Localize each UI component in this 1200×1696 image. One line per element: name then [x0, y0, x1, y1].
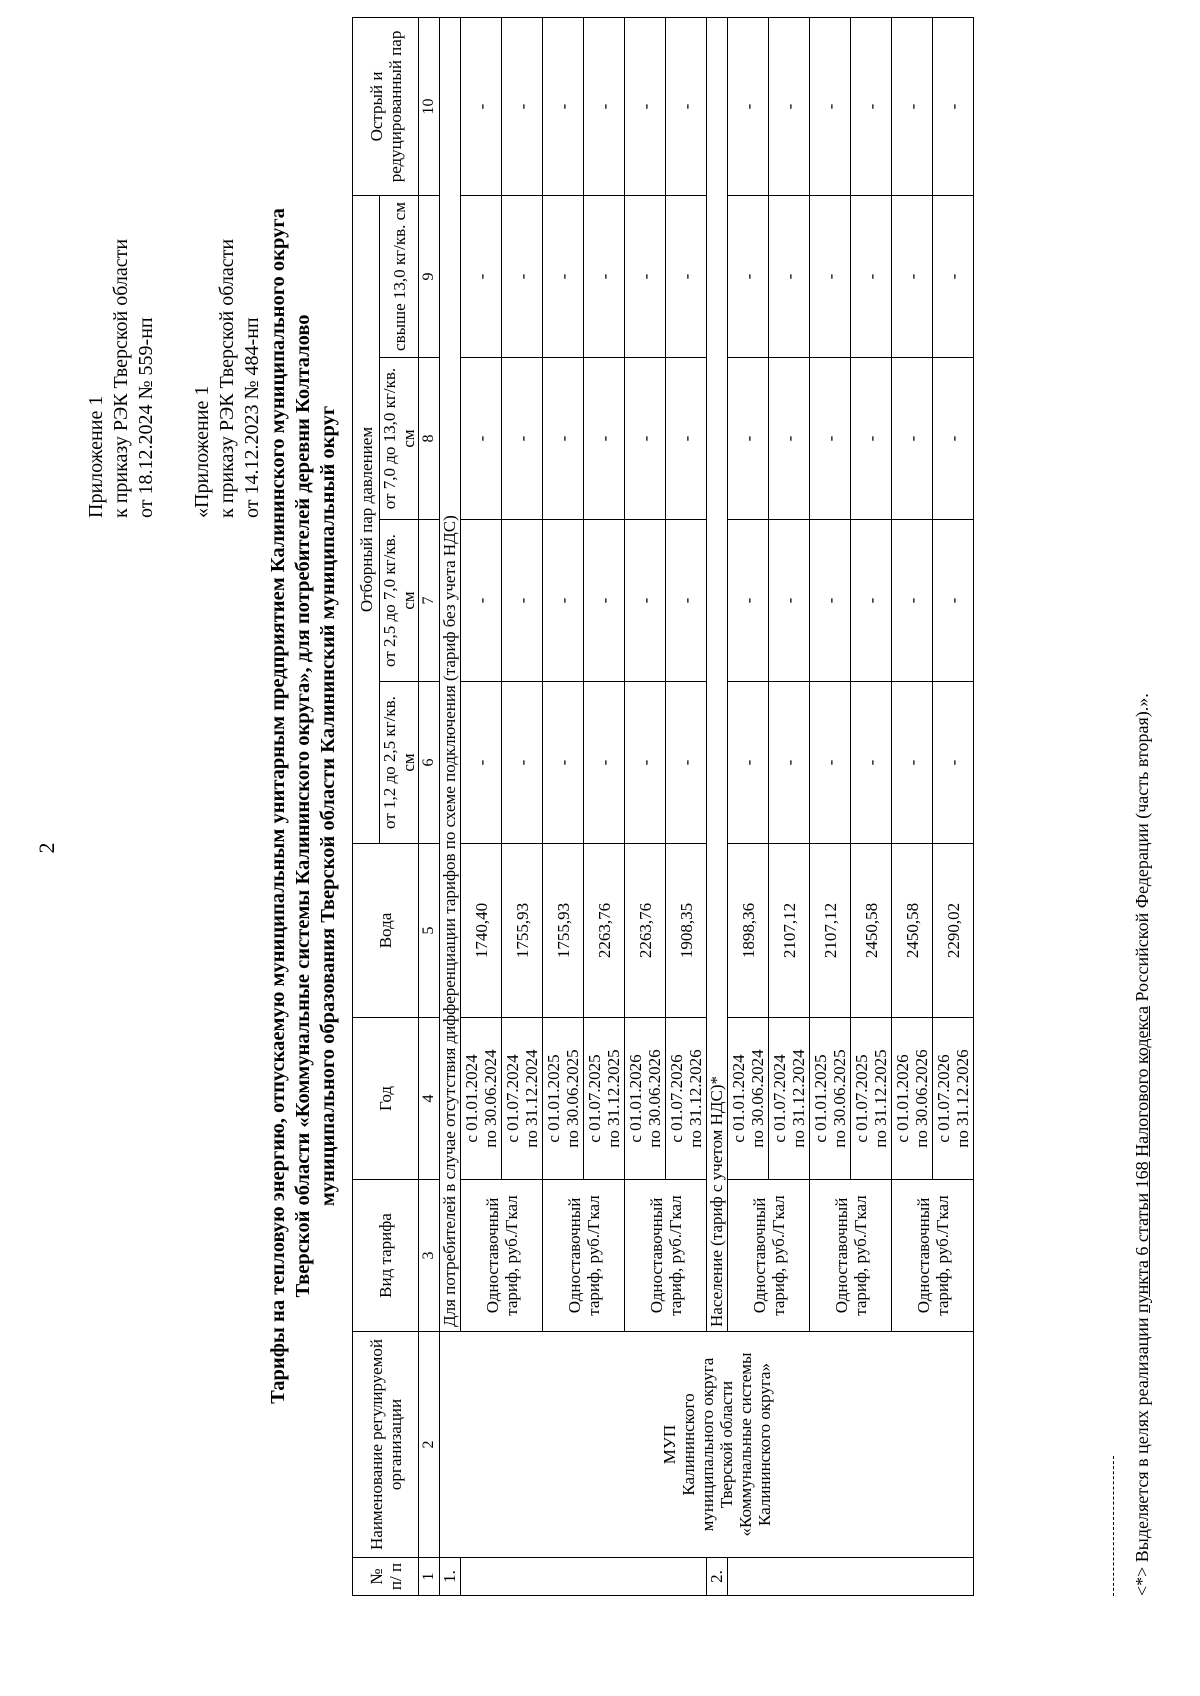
dash-cell: -	[666, 358, 707, 520]
period-to: по 30.06.2025	[830, 1049, 849, 1148]
period-to: по 31.12.2024	[522, 1049, 541, 1148]
dash-cell: -	[933, 682, 974, 844]
org-line: МУП	[659, 1424, 679, 1465]
dash-cell: -	[810, 682, 851, 844]
header-num: № п/ п	[353, 1558, 419, 1596]
header-steam-group: Отборный пар давлением	[353, 195, 380, 843]
period-to: по 30.06.2026	[645, 1049, 664, 1148]
dash-cell: -	[892, 520, 933, 682]
dash-cell: -	[543, 17, 584, 195]
num-cell-empty	[461, 1558, 707, 1596]
dash-cell: -	[728, 682, 769, 844]
period-cell	[502, 1018, 543, 1180]
column-number: 10	[419, 17, 440, 195]
period-cell	[666, 1018, 707, 1180]
dash-cell: -	[933, 17, 974, 195]
dash-cell: -	[810, 520, 851, 682]
dash-cell: -	[502, 358, 543, 520]
dash-cell: -	[810, 358, 851, 520]
dash-cell: -	[625, 17, 666, 195]
document-title	[266, 16, 341, 1596]
dash-cell: -	[728, 17, 769, 195]
water-value: 1908,35	[666, 844, 707, 1018]
title-line: Тверской области «Коммунальные системы Калининского округа», для потребителей деревни Колталово	[292, 314, 314, 1298]
dash-cell: -	[461, 520, 502, 682]
column-number: 7	[419, 520, 440, 682]
dash-cell: -	[584, 682, 625, 844]
approval-line: к приказу РЭК Тверской области	[216, 238, 238, 518]
column-number: 3	[419, 1180, 440, 1332]
period-cell	[543, 1018, 584, 1180]
footnote-separator	[1113, 1456, 1114, 1596]
approval-line: от 14.12.2023 № 484-нп	[241, 317, 263, 518]
approval-line: к приказу РЭК Тверской области	[110, 238, 132, 518]
dash-cell: -	[502, 520, 543, 682]
dash-cell: -	[728, 195, 769, 357]
period-from: с 01.01.2024	[462, 1054, 481, 1143]
header-org: Наименование регулируемой организации	[353, 1332, 419, 1558]
dash-cell: -	[502, 17, 543, 195]
approval-line: Приложение 1	[85, 395, 107, 518]
tariff-type-cell: Одноставочный тариф, руб./Гкал	[892, 1180, 974, 1332]
tariff-table	[352, 17, 974, 1596]
water-value: 2290,02	[933, 844, 974, 1018]
period-to: по 31.12.2026	[686, 1049, 705, 1148]
org-line: «Коммунальные системы	[735, 1352, 755, 1537]
period-cell	[461, 1018, 502, 1180]
dash-cell: -	[810, 17, 851, 195]
period-from: с 01.01.2025	[811, 1054, 830, 1143]
dash-cell: -	[810, 195, 851, 357]
period-cell	[892, 1018, 933, 1180]
water-value: 1740,40	[461, 844, 502, 1018]
dash-cell: -	[666, 195, 707, 357]
period-from: с 01.01.2026	[626, 1054, 645, 1143]
dash-cell: -	[584, 358, 625, 520]
dash-cell: -	[933, 520, 974, 682]
dash-cell: -	[851, 682, 892, 844]
header-sharp-steam: Острый и редуцированный пар	[353, 17, 419, 195]
page-number: 2	[34, 842, 59, 854]
water-value: 2107,12	[810, 844, 851, 1018]
dash-cell: -	[769, 358, 810, 520]
period-to: по 30.06.2026	[912, 1049, 931, 1148]
footnote-link-tax-code[interactable]: Налогового кодекса	[1132, 1005, 1152, 1157]
table-row	[461, 17, 502, 1595]
period-cell	[728, 1018, 769, 1180]
approval-line: от 18.12.2024 № 559-нп	[135, 317, 157, 518]
period-to: по 31.12.2025	[604, 1049, 623, 1148]
dash-cell: -	[666, 682, 707, 844]
period-from: с 01.07.2025	[852, 1054, 871, 1143]
water-value: 2450,58	[892, 844, 933, 1018]
footnote-suffix: Российской Федерации (часть вторая).».	[1132, 693, 1152, 1006]
header-steam-4: свыше 13,0 кг/кв. см	[380, 195, 419, 357]
column-number: 1	[419, 1558, 440, 1596]
dash-cell: -	[851, 195, 892, 357]
dash-cell: -	[461, 195, 502, 357]
period-from: с 01.07.2024	[503, 1054, 522, 1143]
org-line: Калининского округа»	[754, 1363, 774, 1526]
approval-block-current	[84, 239, 159, 518]
period-to: по 31.12.2025	[871, 1049, 890, 1148]
period-from: с 01.07.2025	[585, 1054, 604, 1143]
footnote-space	[1132, 1157, 1152, 1162]
tariff-type-cell: Одноставочный тариф, руб./Гкал	[625, 1180, 707, 1332]
period-to: по 30.06.2024	[748, 1049, 767, 1148]
title-line: муниципального образования Тверской области Калининский муниципальный округ	[317, 405, 339, 1207]
water-value: 1755,93	[502, 844, 543, 1018]
water-value: 1898,36	[728, 844, 769, 1018]
header-steam-3: от 7,0 до 13,0 кг/кв. см	[380, 358, 419, 520]
period-from: с 01.07.2024	[770, 1054, 789, 1143]
header-steam-2: от 2,5 до 7,0 кг/кв. см	[380, 520, 419, 682]
water-value: 2450,58	[851, 844, 892, 1018]
dash-cell: -	[625, 358, 666, 520]
column-number: 9	[419, 195, 440, 357]
section-number: 2.	[707, 1558, 728, 1596]
water-value: 2107,12	[769, 844, 810, 1018]
org-line: Калининского	[678, 1393, 698, 1496]
title-line: Тарифы на тепловую энергию, отпускаемую муниципальным унитарным предприятием Калининского муниципального округа	[267, 208, 289, 1404]
period-from: с 01.01.2025	[544, 1054, 563, 1143]
period-cell	[625, 1018, 666, 1180]
dash-cell: -	[851, 520, 892, 682]
dash-cell: -	[625, 195, 666, 357]
num-cell-empty	[728, 1558, 974, 1596]
dash-cell: -	[892, 195, 933, 357]
dash-cell: -	[666, 520, 707, 682]
dash-cell: -	[892, 17, 933, 195]
dash-cell: -	[502, 195, 543, 357]
dash-cell: -	[543, 195, 584, 357]
dash-cell: -	[769, 520, 810, 682]
tariff-type-cell: Одноставочный тариф, руб./Гкал	[461, 1180, 543, 1332]
dash-cell: -	[502, 682, 543, 844]
dash-cell: -	[461, 17, 502, 195]
column-number: 6	[419, 682, 440, 844]
header-steam-1: от 1,2 до 2,5 кг/кв. см	[380, 682, 419, 844]
period-from: с 01.07.2026	[934, 1054, 953, 1143]
footnote	[1132, 693, 1153, 1596]
tariff-type-cell: Одноставочный тариф, руб./Гкал	[728, 1180, 810, 1332]
dash-cell: -	[851, 17, 892, 195]
period-to: по 30.06.2025	[563, 1049, 582, 1148]
column-number: 2	[419, 1332, 440, 1558]
dash-cell: -	[769, 682, 810, 844]
dash-cell: -	[461, 682, 502, 844]
section-title: Для потребителей в случае отсутствия дифференциации тарифов по схеме подключения (тариф без учета НДС)	[440, 17, 461, 1331]
section-number: 1.	[440, 1558, 461, 1596]
period-cell	[810, 1018, 851, 1180]
period-cell	[769, 1018, 810, 1180]
water-value: 1755,93	[543, 844, 584, 1018]
org-line: Тверской области	[716, 1380, 736, 1509]
period-to: по 31.12.2026	[953, 1049, 972, 1148]
section-row	[440, 17, 461, 1595]
org-cell-top	[440, 1332, 461, 1558]
organization-cell	[461, 1332, 974, 1558]
dash-cell: -	[933, 358, 974, 520]
dash-cell: -	[769, 17, 810, 195]
tariff-type-cell: Одноставочный тариф, руб./Гкал	[543, 1180, 625, 1332]
period-from: с 01.01.2026	[893, 1054, 912, 1143]
dash-cell: -	[584, 520, 625, 682]
dash-cell: -	[769, 195, 810, 357]
dash-cell: -	[584, 17, 625, 195]
approval-block-previous	[190, 239, 265, 518]
column-number: 4	[419, 1018, 440, 1180]
dash-cell: -	[543, 520, 584, 682]
dash-cell: -	[584, 195, 625, 357]
section-title: Население (тариф с учетом НДС)*	[707, 17, 728, 1331]
dash-cell: -	[933, 195, 974, 357]
dash-cell: -	[728, 358, 769, 520]
tariff-type-cell: Одноставочный тариф, руб./Гкал	[810, 1180, 892, 1332]
dash-cell: -	[892, 358, 933, 520]
dash-cell: -	[625, 682, 666, 844]
footnote-link-article[interactable]: пункта 6 статьи 168	[1132, 1161, 1152, 1313]
water-value: 2263,76	[625, 844, 666, 1018]
header-tariff-type: Вид тарифа	[353, 1180, 419, 1332]
column-number: 5	[419, 844, 440, 1018]
approval-line: «Приложение 1	[191, 385, 213, 518]
header-year: Год	[353, 1018, 419, 1180]
footnote-prefix: <*> Выделяется в целях реализации	[1132, 1312, 1152, 1596]
dash-cell: -	[666, 17, 707, 195]
period-to: по 30.06.2024	[481, 1049, 500, 1148]
dash-cell: -	[543, 682, 584, 844]
header-row	[353, 17, 380, 1595]
org-line: муниципального округа	[697, 1357, 717, 1532]
period-cell	[584, 1018, 625, 1180]
header-water: Вода	[353, 844, 419, 1018]
column-number-row	[419, 17, 440, 1595]
period-cell	[933, 1018, 974, 1180]
dash-cell: -	[625, 520, 666, 682]
period-from: с 01.01.2024	[729, 1054, 748, 1143]
period-to: по 31.12.2024	[789, 1049, 808, 1148]
water-value: 2263,76	[584, 844, 625, 1018]
dash-cell: -	[461, 358, 502, 520]
dash-cell: -	[892, 682, 933, 844]
period-from: с 01.07.2026	[667, 1054, 686, 1143]
dash-cell: -	[543, 358, 584, 520]
dash-cell: -	[728, 520, 769, 682]
period-cell	[851, 1018, 892, 1180]
dash-cell: -	[851, 358, 892, 520]
column-number: 8	[419, 358, 440, 520]
